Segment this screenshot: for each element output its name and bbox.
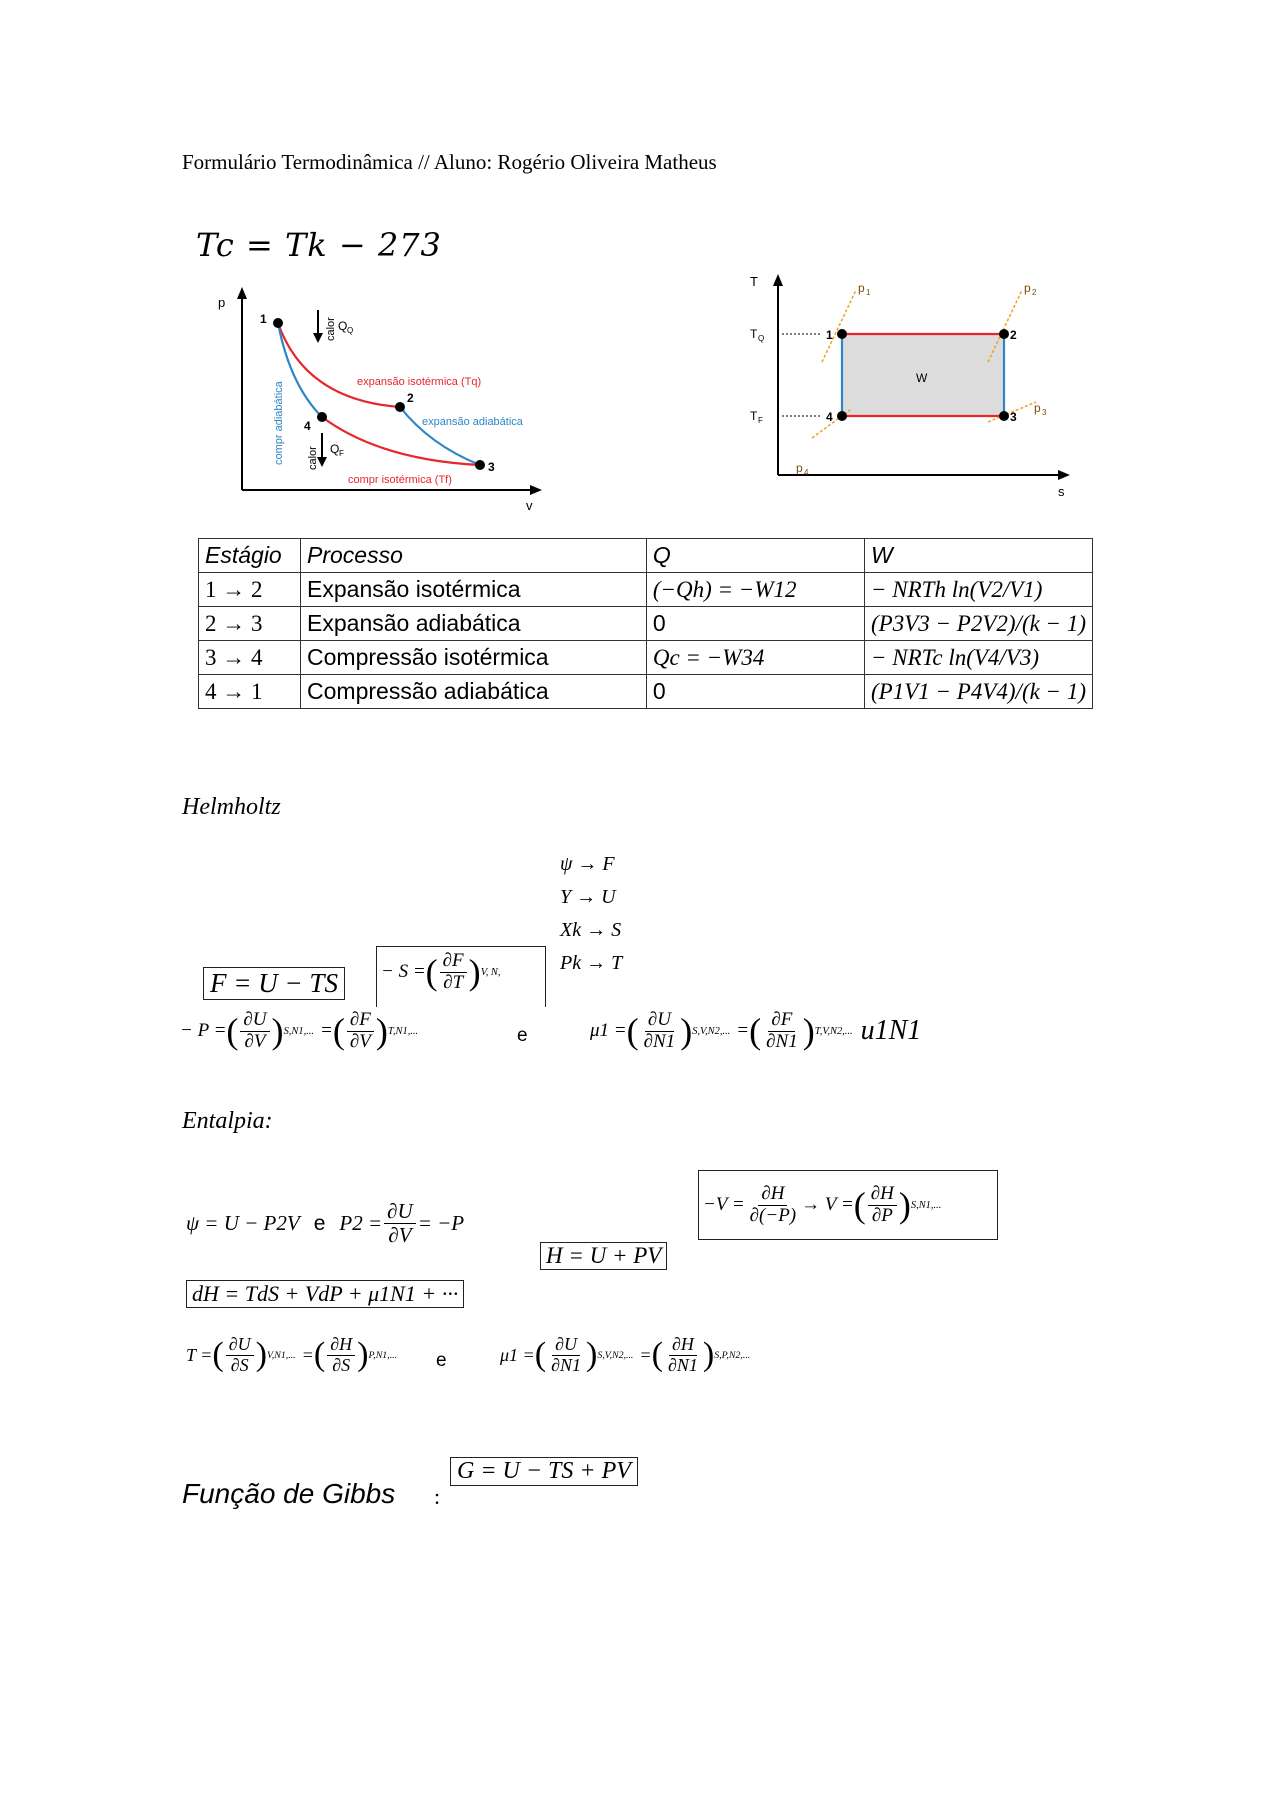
label-calor-top: calor (325, 317, 337, 341)
col-q-header: Q (646, 539, 864, 573)
svg-text:F: F (339, 449, 344, 458)
svg-text:2: 2 (1010, 328, 1017, 342)
table-row: 3 → 4 Compressão isotérmica Qc = −W34 − NRTc ln(V4/V3) (199, 641, 1093, 675)
helmholtz-mappings: ψ → F Y → U Xk → S Pk → T (560, 853, 623, 974)
svg-text:4: 4 (826, 410, 833, 424)
point-2 (395, 402, 405, 412)
svg-text:F: F (758, 416, 763, 425)
enthalpy-box: H = U + PV (540, 1242, 667, 1270)
point-3 (475, 460, 485, 470)
label-iso-comp: compr isotérmica (Tf) (348, 474, 452, 486)
svg-text:1: 1 (826, 328, 833, 342)
label-iso-exp: expansão isotérmica (Tq) (357, 376, 482, 388)
pressure-derivatives: − P = ( $\frac{\partial U}{\partial V}$ ) S,N1,... = ( $\frac{\partial F}{\partial V}$ ) T,N1,... (180, 1009, 419, 1052)
document-title: Formulário Termodinâmica // Aluno: Rogério Oliveira Matheus (182, 150, 717, 174)
mu-enthalpy-derivatives: μ1 = ( $\frac{\partial U}{\partial N1}$ ) S,V,N2,... = ( $\frac{\partial H}{\partial N1}$ ) S,P,N2,... (500, 1334, 751, 1375)
isotherm-expansion-curve (278, 323, 400, 407)
col-process-header: Processo (301, 539, 647, 573)
work-label: W (916, 371, 928, 385)
svg-text:3: 3 (1010, 410, 1017, 424)
svg-text:T: T (750, 409, 758, 423)
entalpia-heading: Entalpia: (182, 1108, 273, 1134)
psi-enthalpy-formula: ψ = U − P2V e P2 = $\frac{\partial U}{\partial V}$ = −P (186, 1199, 465, 1248)
carnot-table (198, 538, 1093, 709)
gibbs-heading: Função de Gibbs (182, 1478, 396, 1509)
gibbs-colon: : (434, 1484, 441, 1509)
svg-text:p: p (1034, 401, 1041, 415)
svg-text:T: T (750, 274, 758, 289)
svg-text:3: 3 (488, 460, 495, 474)
table-row: 1 → 2 Expansão isotérmica (−Qh) = −W12 − NRTh ln(V2/V1) (199, 573, 1093, 607)
dh-box: dH = TdS + VdP + μ1N1 + ··· (186, 1280, 464, 1308)
svg-text:3: 3 (1042, 408, 1047, 417)
table-row: 2 → 3 Expansão adiabática 0 (P3V3 − P2V2)/(k − 1) (199, 607, 1093, 641)
svg-text:p: p (858, 281, 865, 295)
svg-text:4: 4 (304, 419, 311, 433)
svg-text:p: p (1024, 281, 1031, 295)
volume-derivative-box: −V = $\frac{\partial H}{\partial(-P)}$ → V = ( $\frac{\partial H}{\partial P}$ ) S,N1,... (698, 1170, 998, 1240)
svg-text:1: 1 (866, 288, 871, 297)
table-header-row (199, 539, 1093, 573)
gibbs-box: G = U − TS + PV (450, 1457, 638, 1486)
col-stage-header: Estágio (199, 539, 301, 573)
helmholtz-heading: Helmholtz (182, 794, 281, 820)
point-1 (273, 318, 283, 328)
v-axis-label: v (526, 498, 533, 513)
svg-text:4: 4 (804, 468, 809, 477)
label-calor-bottom: calor (307, 446, 319, 470)
and-text-1: e (517, 1025, 528, 1046)
svg-text:1: 1 (260, 312, 267, 326)
helmholtz-box-formula: F = U − TS (203, 967, 345, 1000)
svg-text:T: T (750, 327, 758, 341)
label-adiab-comp: compr adiabática (273, 381, 285, 465)
pv-diagram (210, 285, 550, 515)
col-w-header: W (865, 539, 1093, 573)
chemical-potential-derivatives: μ1 = ( $\frac{\partial U}{\partial N1}$ ) S,V,N2,... = ( $\frac{\partial F}{\partial N1}$ ) T,V,N2,... u1N1 (590, 1009, 922, 1052)
celsius-kelvin-formula: Tc = Tk − 273 (196, 226, 442, 264)
p-axis-label: p (218, 295, 226, 310)
ts-diagram (740, 270, 1070, 500)
svg-text:Q: Q (758, 334, 765, 343)
temperature-derivatives: T = ( $\frac{\partial U}{\partial S}$ ) V,N1,... = ( $\frac{\partial H}{\partial S}$ ) P,N1,... (186, 1334, 398, 1375)
svg-text:s: s (1058, 484, 1065, 499)
label-adiab-exp: expansão adiabática (422, 416, 523, 428)
entropy-derivative-box: − S = ( $\frac{\partial F}{\partial T}$ ) V, N, (376, 946, 546, 1007)
svg-text:p: p (796, 461, 803, 475)
svg-text:Q: Q (338, 319, 348, 333)
svg-text:2: 2 (407, 391, 414, 405)
point-4 (317, 412, 327, 422)
svg-text:Q: Q (330, 442, 340, 456)
and-text-2: e (436, 1350, 447, 1371)
svg-text:2: 2 (1032, 288, 1037, 297)
table-row: 4 → 1 Compressão adiabática 0 (P1V1 − P4V4)/(k − 1) (199, 675, 1093, 709)
svg-text:Q: Q (347, 326, 354, 335)
